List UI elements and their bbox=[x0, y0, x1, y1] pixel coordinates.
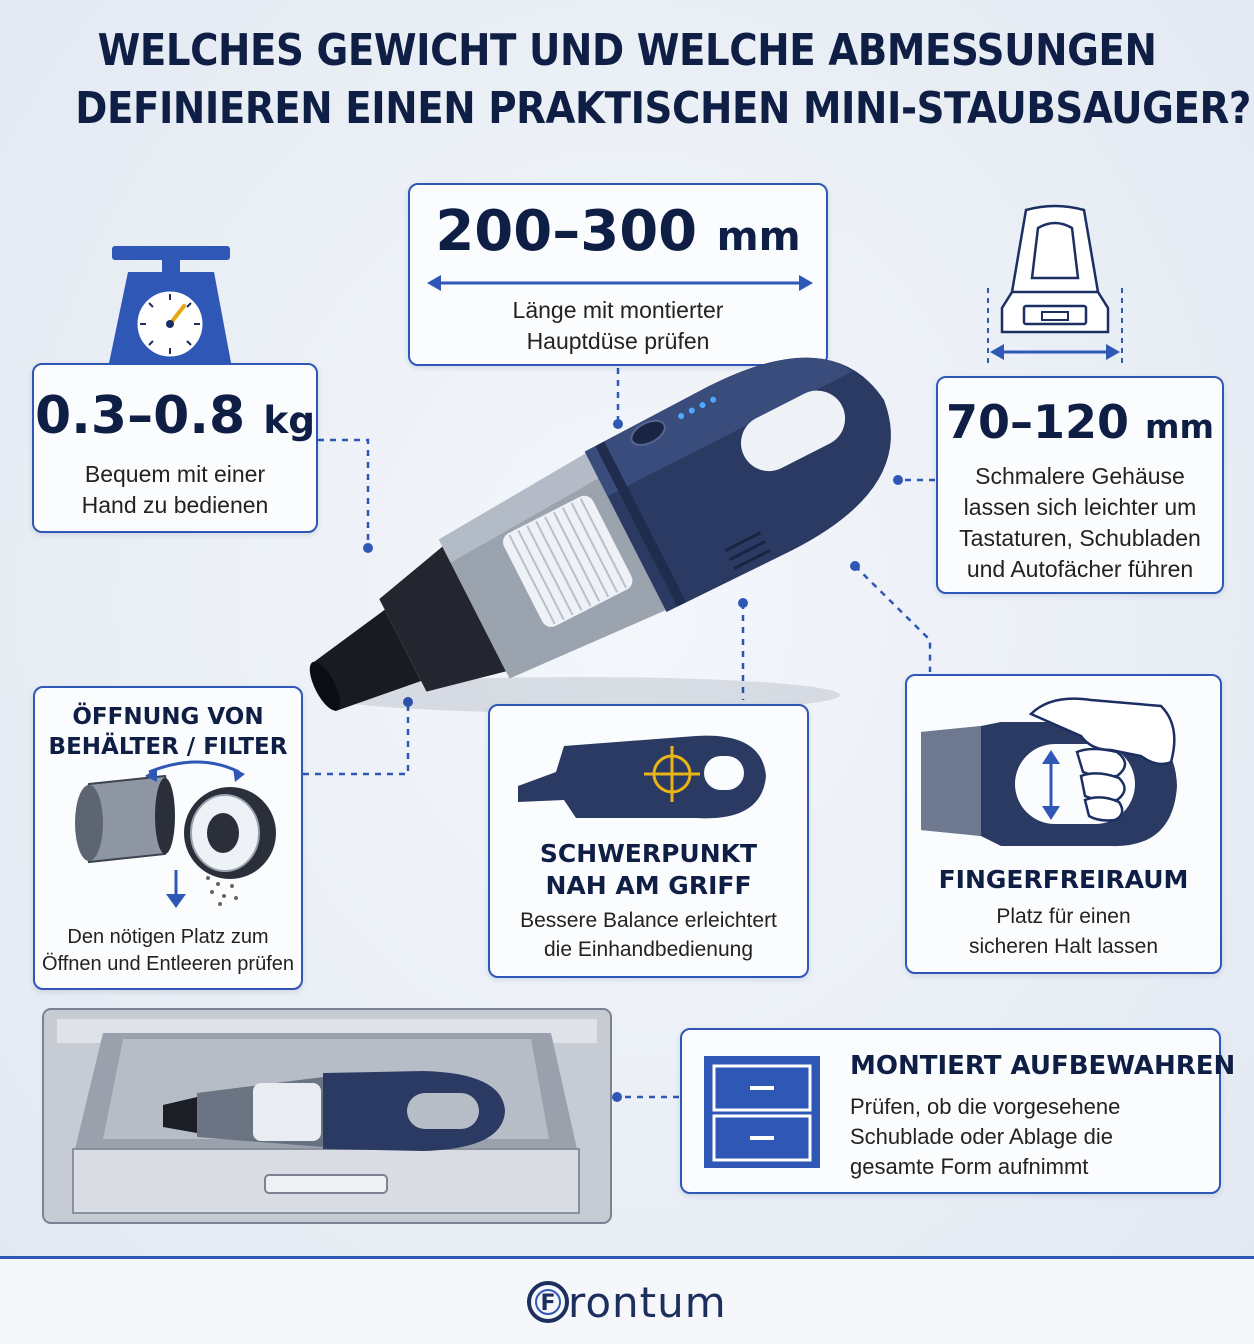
brand-logo-icon bbox=[526, 1280, 570, 1324]
width-line-2: lassen sich leichter um bbox=[963, 494, 1197, 520]
opening-heading-2: BEHÄLTER / FILTER bbox=[48, 734, 288, 760]
brand-logo-letter: F bbox=[540, 1291, 556, 1316]
storage-heading: MONTIERT AUFBEWAHREN bbox=[850, 1051, 1236, 1081]
storage-line-2: Schublade oder Ablage die bbox=[850, 1124, 1113, 1149]
length-number: 200–300 bbox=[435, 199, 698, 264]
width-card bbox=[936, 376, 1224, 594]
finger-line-2: sicheren Halt lassen bbox=[968, 935, 1159, 958]
width-line-3: Tastaturen, Schubladen bbox=[959, 525, 1201, 551]
center-of-gravity-icon bbox=[516, 726, 786, 836]
length-value bbox=[410, 201, 826, 268]
empty-arrow-icon bbox=[160, 868, 280, 918]
hand-icon bbox=[921, 686, 1211, 866]
opening-line-2: Öffnen und Entleeren prüfen bbox=[41, 953, 295, 975]
opening-description bbox=[35, 924, 301, 978]
length-arrow-icon bbox=[425, 273, 815, 293]
width-value bbox=[938, 394, 1222, 455]
length-unit: mm bbox=[716, 213, 801, 260]
storage-line-3: gesamte Form aufnimmt bbox=[850, 1154, 1089, 1179]
vacuum-icon bbox=[270, 380, 910, 720]
drawer-icon bbox=[704, 1056, 822, 1170]
storage-description bbox=[850, 1092, 1120, 1182]
width-line-4: und Autofächer führen bbox=[966, 556, 1194, 582]
opening-heading bbox=[35, 702, 301, 762]
finger-line-1: Platz für einen bbox=[996, 905, 1131, 928]
length-card bbox=[408, 183, 828, 366]
finger-heading: FINGERFREIRAUM bbox=[938, 865, 1189, 894]
storage-card bbox=[680, 1028, 1236, 1194]
title-line-2: DEFINIEREN EINEN PRAKTISCHEN MINI-STAUBSAUGER? bbox=[75, 83, 1251, 134]
width-description bbox=[938, 461, 1222, 585]
balance-description bbox=[490, 906, 807, 964]
weight-line-2: Hand zu bedienen bbox=[81, 492, 269, 518]
width-unit: mm bbox=[1145, 407, 1215, 446]
drawer-illustration bbox=[43, 1009, 613, 1225]
balance-heading bbox=[490, 838, 807, 902]
weight-unit: kg bbox=[263, 398, 316, 442]
balance-line-2: die Einhandbedienung bbox=[543, 938, 754, 961]
width-line-1: Schmalere Gehäuse bbox=[975, 463, 1185, 489]
storage-line-1: Prüfen, ob die vorgesehene bbox=[850, 1094, 1121, 1119]
scale-icon bbox=[100, 242, 260, 372]
opening-heading-1: ÖFFNUNG VON bbox=[72, 704, 264, 730]
length-description bbox=[410, 295, 826, 357]
length-line-1: Länge mit montierter bbox=[512, 297, 724, 323]
balance-line-1: Bessere Balance erleichtert bbox=[520, 909, 777, 932]
opening-card bbox=[33, 686, 303, 990]
balance-card bbox=[488, 704, 809, 978]
opening-line-1: Den nötigen Platz zum bbox=[67, 926, 269, 948]
front-view-icon bbox=[980, 200, 1130, 365]
weight-line-1: Bequem mit einer bbox=[84, 461, 266, 487]
title-line-1: WELCHES GEWICHT UND WELCHE ABMESSUNGEN bbox=[97, 25, 1157, 76]
weight-number: 0.3–0.8 bbox=[34, 386, 246, 446]
width-number: 70–120 bbox=[945, 395, 1130, 449]
finger-card bbox=[905, 674, 1222, 974]
balance-heading-2: NAH AM GRIFF bbox=[545, 871, 752, 900]
balance-heading-1: SCHWERPUNKT bbox=[539, 839, 758, 868]
finger-description bbox=[907, 902, 1220, 962]
brand-name[interactable]: rontum bbox=[568, 1278, 727, 1327]
length-line-2: Hauptdüse prüfen bbox=[526, 328, 710, 354]
